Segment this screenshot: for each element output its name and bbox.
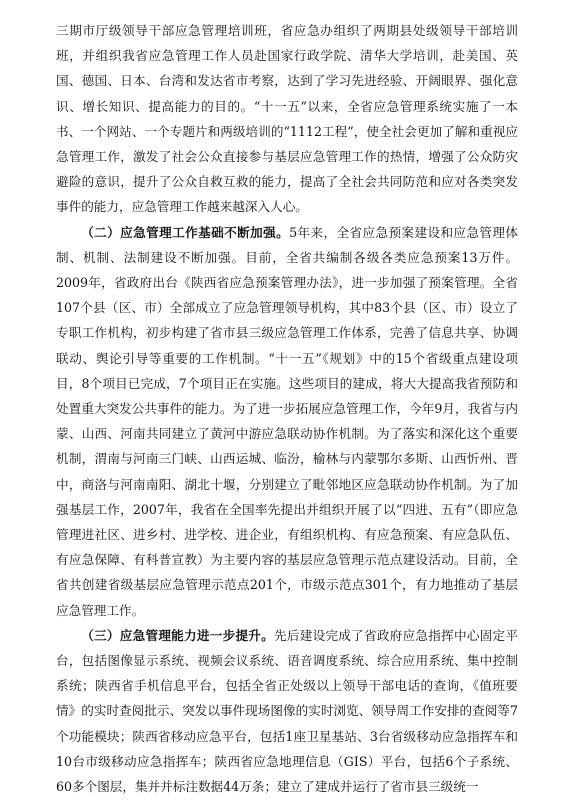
section-heading-foundation: （二）应急管理工作基础不断加强。 — [81, 224, 290, 240]
paragraph-capability — [56, 623, 518, 799]
paragraph-training — [56, 18, 518, 220]
document-page — [56, 18, 518, 799]
paragraph-foundation-text: 5年来，全省应急预案建设和应急管理体制、机制、法制建设不断加强。目前，全省共编制各级各类应急预案13万件。2009年，省政府出台《陕西省应急预案管理办法》，进一步加强了预案管理。全省107个县（区、市）全部成立了应急管理领导机构，其中83个县（区、市）设立了专职工作机构，初步构建了省市县三级应急管理工作体系，完善了信息共享、协调联动、舆论引导等重要的工作机制。“十一五”《规划》中的15个省级重点建设项目，8个项目已完成，7个项目正在实施。这些项目的建成，将大大提高我省预防和处置重大突发公共事件的能力。为了进一步拓展应急管理工作，今年9月，我省与内蒙、山西、河南共同建立了黄河中游应急联动协作机制。为了落实和深化这个重要机制，渭南与河南三门峡、山西运城、临汾，榆林与内蒙鄂尔多斯、山西忻州、晋中，商洛与河南南阳、湖北十堰，分别建立了毗邻地区应急联动协作机制。为了加强基层工作，2007年，我省在全国率先提出并组织开展了以“四进、五有”（即应急管理进社区、进乡村、进学校、进企业，有组织机构、有应急预案、有应急队伍、有应急保障、有科普宣教）为主要内容的基层应急管理示范点建设活动。目前，全省共创建省级基层应急管理示范点201个，市级示范点301个，有力地推动了基层应急管理工作。 — [56, 224, 519, 618]
paragraph-capability-text: 先后建设完成了省政府应急指挥中心固定平台，包括图像显示系统、视频会议系统、语音调度系统、综合应用系统、集中控制系统；陕西省手机信息平台，包括全省正处级以上领导干部电话的查询，《值班要情》的实时查阅批示、突发以事件现场图像的实时浏览、领导周工作安排的查阅等7个功能模块；陕西省移动应急平台，包括1座卫星基站、3台省级移动应急指挥车和10台市级移动应急指挥车；陕西省应急地理信息（GIS）平台，包括6个子系统、60多个图层，集并并标注数据44万条；建立了建成并运行了省市县三级统一 — [56, 627, 519, 795]
paragraph-training-text: 三期市厅级领导干部应急管理培训班，省应急办组织了两期县处级领导干部培训班，并组织我省应急管理工作人员赴国家行政学院、清华大学培训，赴美国、英国、德国、日本、台湾和发达省市考察，达到了学习先进经验、开阔眼界、强化意识、增长知识、提高能力的目的。“十一五”以来，全省应急管理系统实施了一本书、一个网站、一个专题片和两级培训的“1112工程”，使全社会更加了解和重视应急管理工作，激发了社会公众直接参与基层应急管理工作的热情，增强了公众防灾避险的意识，提升了公众自救互救的能力，提高了全社会共同防范和应对各类突发事件的能力，应急管理工作越来越深入人心。 — [56, 23, 518, 215]
paragraph-foundation — [56, 220, 518, 623]
section-heading-capability: （三）应急管理能力进一步提升。 — [81, 627, 275, 643]
